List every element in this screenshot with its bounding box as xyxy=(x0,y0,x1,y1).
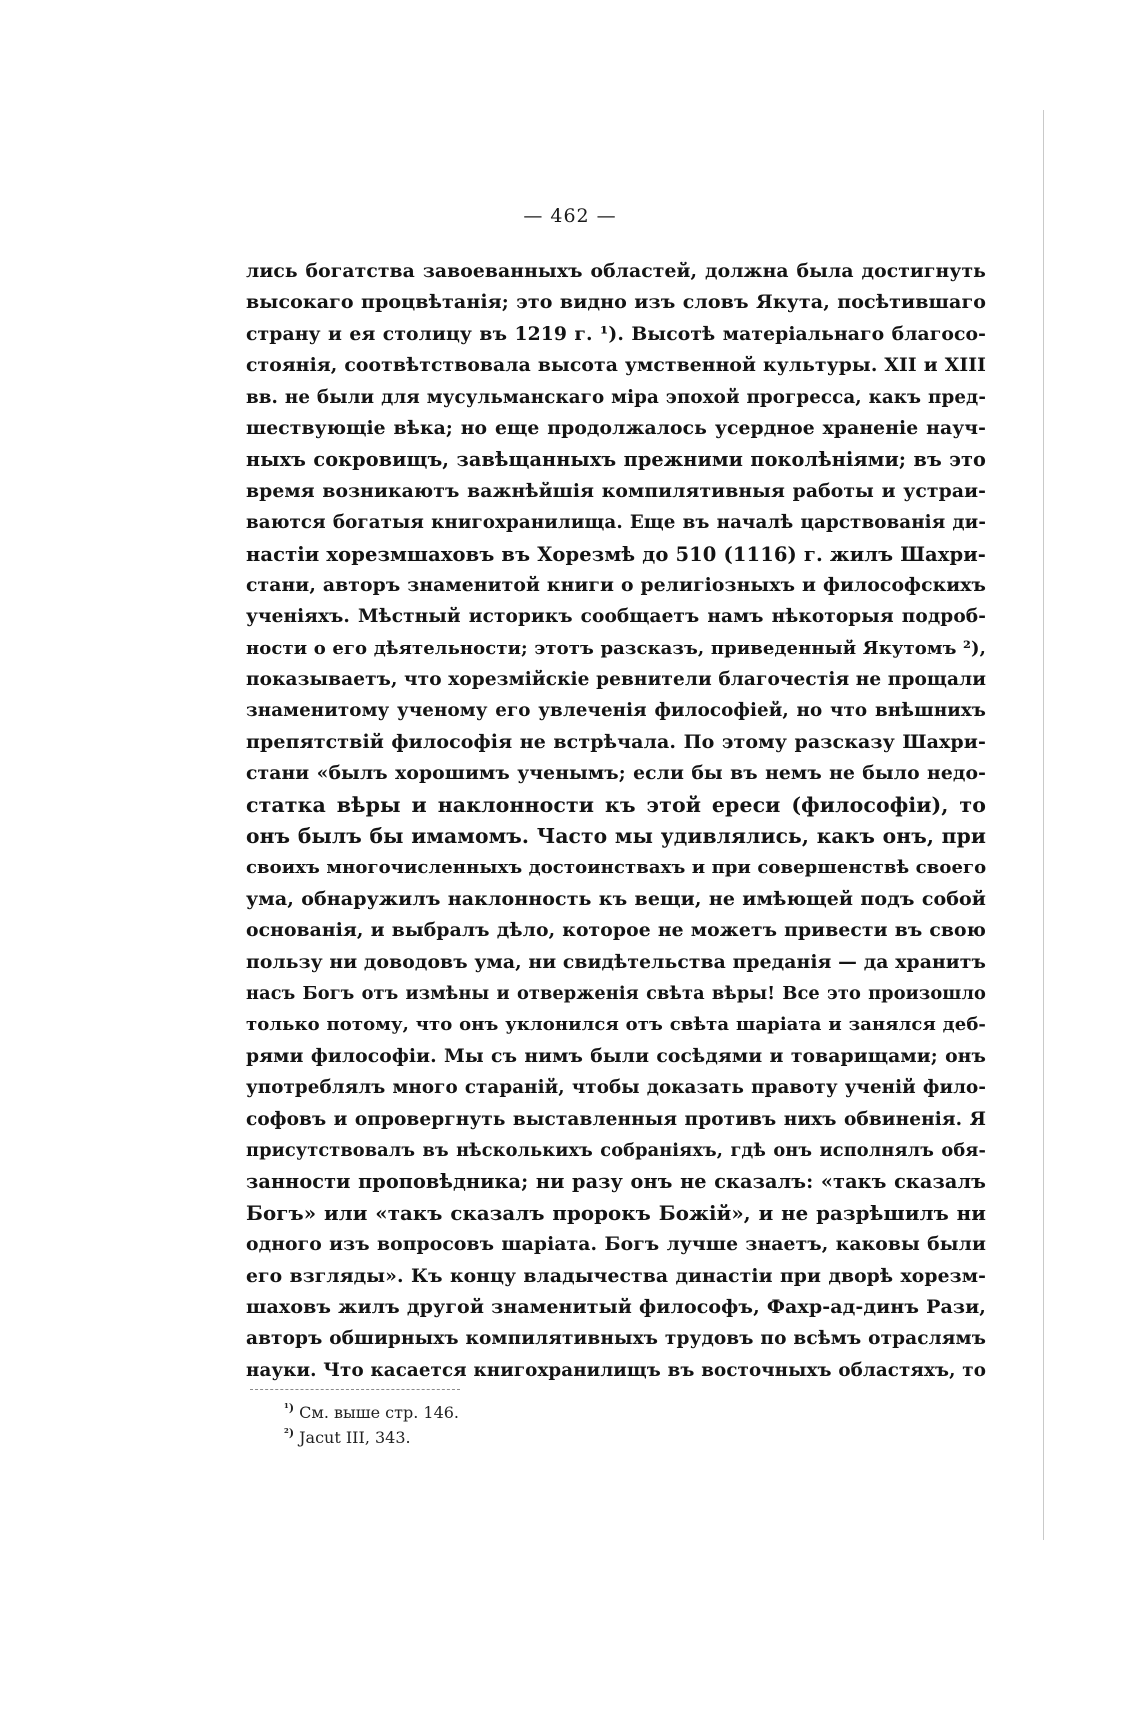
text-line: только потому, что онъ уклонился отъ свѣта шаріата и занялся деб- xyxy=(246,1014,986,1036)
text-line: онъ былъ бы имамомъ. Часто мы удивлялись, какъ онъ, при xyxy=(246,824,986,849)
text-line: ности о его дѣятельности; этотъ разсказъ, приведенный Якутомъ ²), xyxy=(246,637,986,659)
text-line: занности проповѣдника; ни разу онъ не сказалъ: «такъ сказалъ xyxy=(246,1170,986,1194)
text-line: время возникаютъ важнѣйшія компилятивныя работы и устраи- xyxy=(246,479,986,502)
text-line: шаховъ жилъ другой знаменитый философъ, Фахр-ад-динъ Рази, xyxy=(246,1295,986,1318)
text-line: пользу ни доводовъ ума, ни свидѣтельства преданія — да хранитъ xyxy=(246,950,986,973)
text-line: основанія, и выбралъ дѣло, которое не можетъ привести въ свою xyxy=(246,919,986,942)
text-line: вв. не были для мусульманскаго міра эпохой прогресса, какъ пред- xyxy=(246,386,986,408)
text-line: ученіяхъ. Мѣстный историкъ сообщаетъ намъ нѣкоторыя подроб- xyxy=(246,606,986,628)
text-line: ума, обнаружилъ наклонность къ вещи, не имѣющей подъ собой xyxy=(246,887,986,910)
footnote-2 xyxy=(284,1425,684,1450)
text-line: употреблялъ много стараній, чтобы доказать правоту ученій фило- xyxy=(246,1077,986,1099)
text-line: высокаго процвѣтанія; это видно изъ словъ Якута, посѣтившаго xyxy=(246,291,986,314)
text-line: рями философіи. Мы съ нимъ были сосѣдями и товарищами; онъ xyxy=(246,1044,986,1067)
page-edge-rule xyxy=(1043,110,1044,1540)
text-line: показываетъ, что хорезмійскіе ревнители благочестія не прощали xyxy=(246,669,987,691)
text-line: его взгляды». Къ концу владычества династіи при дворѣ хорезм- xyxy=(246,1264,986,1287)
text-line: науки. Что касается книгохранилищъ въ восточныхъ областяхъ, то xyxy=(246,1359,986,1381)
footnote-separator xyxy=(250,1389,460,1390)
text-line: статка вѣры и наклонности къ этой ереси (философіи), то xyxy=(246,792,986,817)
footnote-2-mark: ²) xyxy=(284,1426,295,1440)
text-line: препятствій философія не встрѣчала. По этому разсказу Шахри- xyxy=(246,730,986,753)
footnote-1-mark: ¹) xyxy=(284,1401,295,1415)
text-line: Богъ» или «такъ сказалъ пророкъ Божій», и не разрѣшилъ ни xyxy=(246,1200,986,1225)
text-line: софовъ и опровергнуть выставленныя противъ нихъ обвиненія. Я xyxy=(246,1108,986,1130)
text-line: одного изъ вопросовъ шаріата. Богъ лучше знаетъ, каковы были xyxy=(246,1233,986,1256)
page-number: — 462 — xyxy=(523,205,617,227)
footnote-1 xyxy=(284,1400,684,1425)
text-line: лись богатства завоеванныхъ областей, должна была достигнуть xyxy=(246,260,986,282)
text-line: своихъ многочисленныхъ достоинствахъ и при совершенствѣ своего xyxy=(246,857,987,879)
text-line: страну и ея столицу въ 1219 г. ¹). Высотѣ матеріальнаго благосо- xyxy=(246,322,986,345)
text-line: насъ Богъ отъ измѣны и отверженія свѣта вѣры! Все это произошло xyxy=(246,982,986,1004)
text-line: знаменитому ученому его увлеченія философіей, но что внѣшнихъ xyxy=(246,700,986,722)
text-line: стани, авторъ знаменитой книги о религіозныхъ и философскихъ xyxy=(246,573,986,596)
text-line: авторъ обширныхъ компилятивныхъ трудовъ по всѣмъ отраслямъ xyxy=(246,1328,986,1350)
text-line: ваются богатыя книгохранилища. Еще въ началѣ царствованія ди- xyxy=(246,512,986,534)
body-text xyxy=(246,256,986,1386)
footnotes xyxy=(284,1400,684,1450)
text-line: стоянія, соотвѣтствовала высота умственной культуры. XII и XIII xyxy=(246,354,986,377)
text-line: настіи хорезмшаховъ въ Хорезмѣ до 510 (1116) г. жилъ Шахри- xyxy=(246,542,986,566)
text-line: ныхъ сокровищъ, завѣщанныхъ прежними поколѣніями; въ это xyxy=(246,448,986,472)
text-line: шествующіе вѣка; но еще продолжалось усердное храненіе науч- xyxy=(246,416,986,439)
text-line: стани «былъ хорошимъ ученымъ; если бы въ немъ не было недо- xyxy=(246,762,986,785)
text-line: присутствовалъ въ нѣсколькихъ собраніяхъ, гдѣ онъ исполнялъ обя- xyxy=(246,1139,986,1161)
footnote-1-text: См. выше стр. 146. xyxy=(299,1403,460,1422)
footnote-2-text: Jacut III, 343. xyxy=(299,1428,411,1447)
